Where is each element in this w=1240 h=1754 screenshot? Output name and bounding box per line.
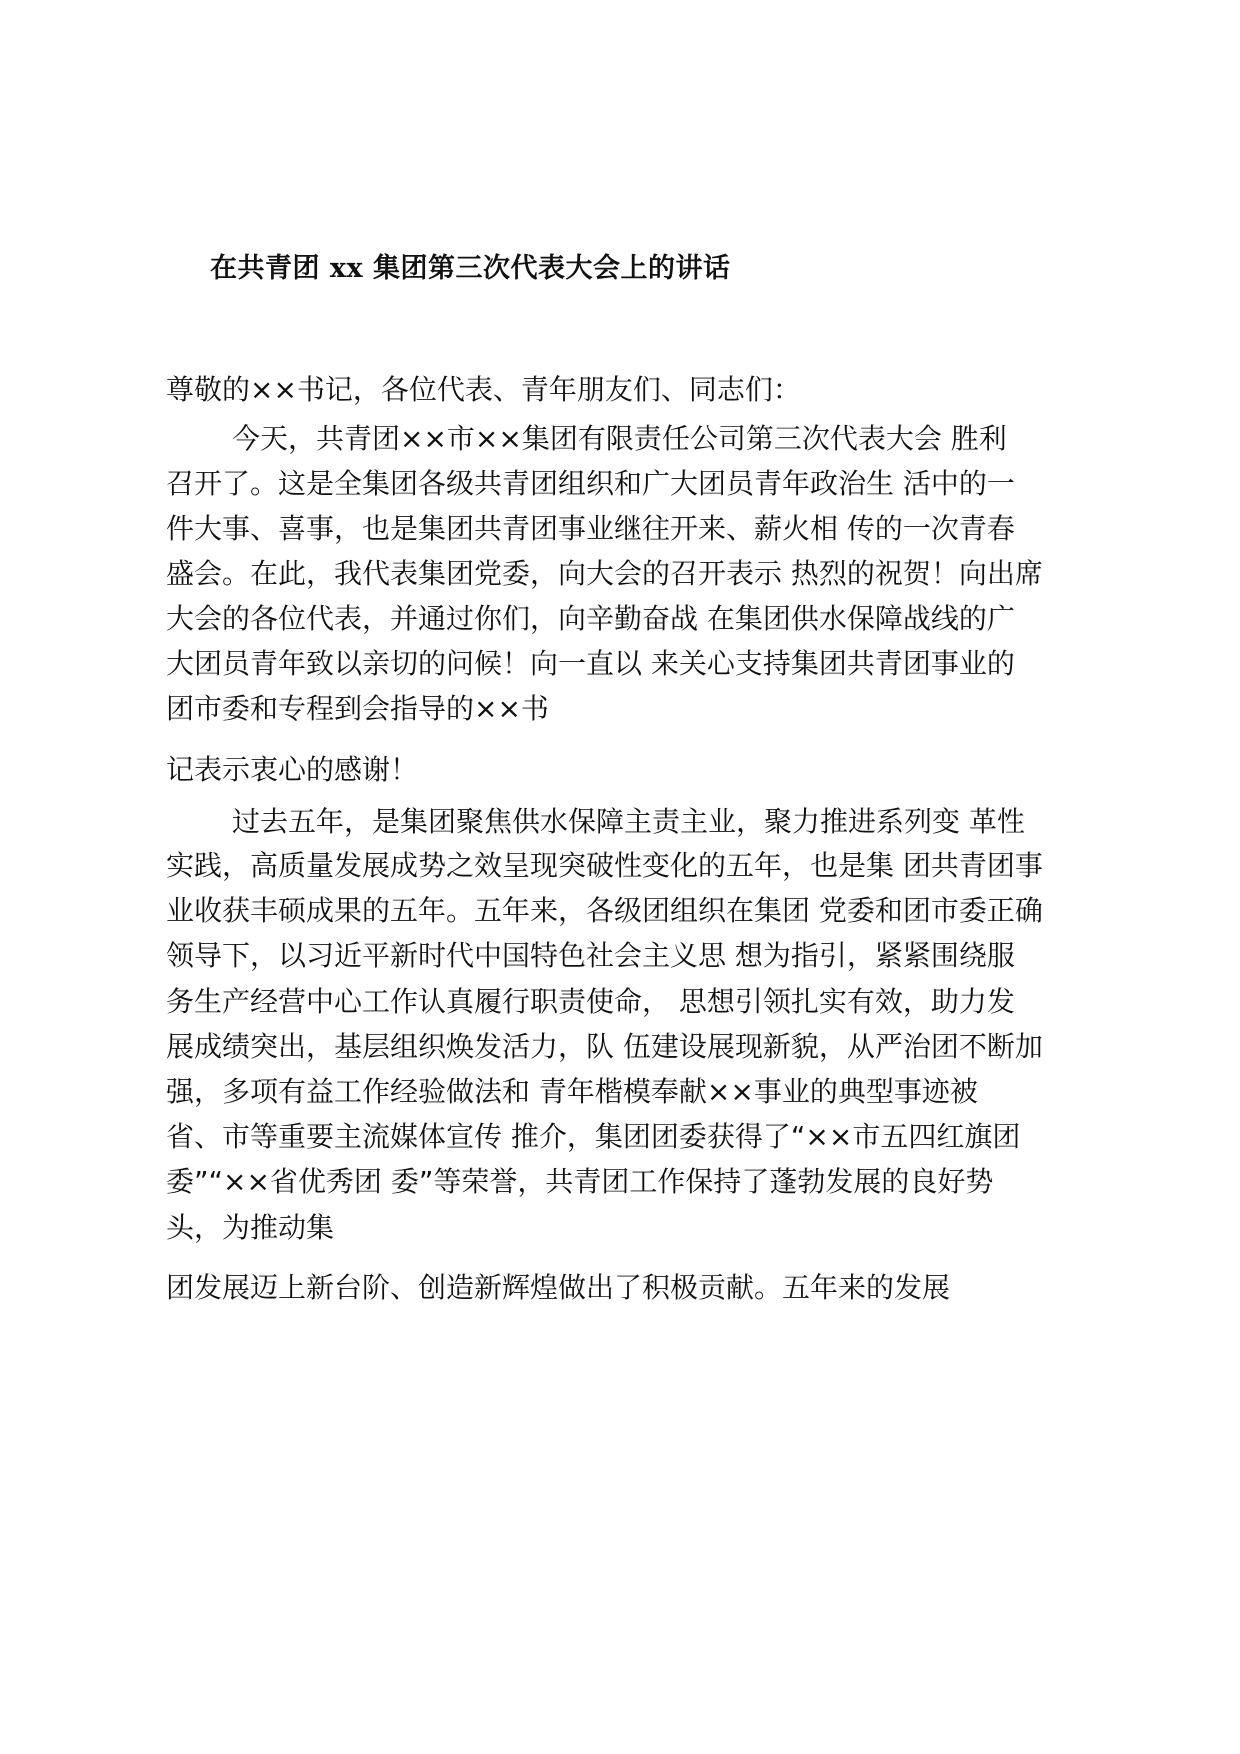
paragraph-1-line-5: 大会的各位代表，并通过你们，向辛勤奋战 在集团供水保障战线的广: [166, 602, 1015, 635]
paragraph-1-line-3: 件大事、喜事，也是集团共青团事业继往开来、薪火相 传的一次青春: [166, 512, 1015, 545]
paragraph-2-line-7: 强，多项有益工作经验做法和 青年楷模奉献××事业的典型事迹被: [166, 1075, 978, 1108]
paragraph-1-line-2: 召开了。这是全集团各级共青团组织和广大团员青年政治生 活中的一: [166, 467, 1015, 500]
paragraph-2-line-4: 领导下，以习近平新时代中国特色社会主义思 想为指引，紧紧围绕服: [166, 939, 1015, 972]
paragraph-2-line-3: 业收获丰硕成果的五年。五年来，各级团组织在集团 党委和团市委正确: [166, 894, 1043, 927]
paragraph-1-line-4: 盛会。在此，我代表集团党委，向大会的召开表示 热烈的祝贺！向出席: [166, 557, 1043, 590]
paragraph-2-line-2: 实践，高质量发展成势之效呈现突破性变化的五年，也是集 团共青团事: [166, 849, 1043, 882]
paragraph-2-line-5: 务生产经营中心工作认真履行职责使命， 思想引领扎实有效，助力发: [166, 985, 1015, 1018]
paragraph-1-end: 记表示衷心的感谢！: [166, 753, 419, 786]
paragraph-2-line-10: 头，为推动集: [166, 1211, 335, 1244]
paragraph-2-line-9: 委”“××省优秀团 委”等荣誉，共青团工作保持了蓬勃发展的良好势: [166, 1165, 994, 1198]
paragraph-2-line-1: 过去五年，是集团聚焦供水保障主责主业，聚力推进系列变 革性: [232, 805, 1025, 838]
salutation: 尊敬的××书记，各位代表、青年朋友们、同志们：: [166, 373, 801, 406]
paragraph-2-end: 团发展迈上新台阶、创造新辉煌做出了积极贡献。五年来的发展: [166, 1271, 951, 1304]
paragraph-1-line-6: 大团员青年致以亲切的问候！向一直以 来关心支持集团共青团事业的: [166, 647, 1015, 680]
paragraph-2-line-6: 展成绩突出，基层组织焕发活力，队 伍建设展现新貌，从严治团不断加: [166, 1030, 1043, 1063]
document-title: 在共青团 xx 集团第三次代表大会上的讲话: [210, 253, 731, 284]
paragraph-1-line-7: 团市委和专程到会指导的××书: [166, 692, 549, 725]
paragraph-1-line-1: 今天，共青团××市××集团有限责任公司第三次代表大会 胜利: [232, 422, 1007, 455]
paragraph-2-line-8: 省、市等重要主流媒体宣传 推介，集团团委获得了“××市五四红旗团: [166, 1120, 1021, 1153]
